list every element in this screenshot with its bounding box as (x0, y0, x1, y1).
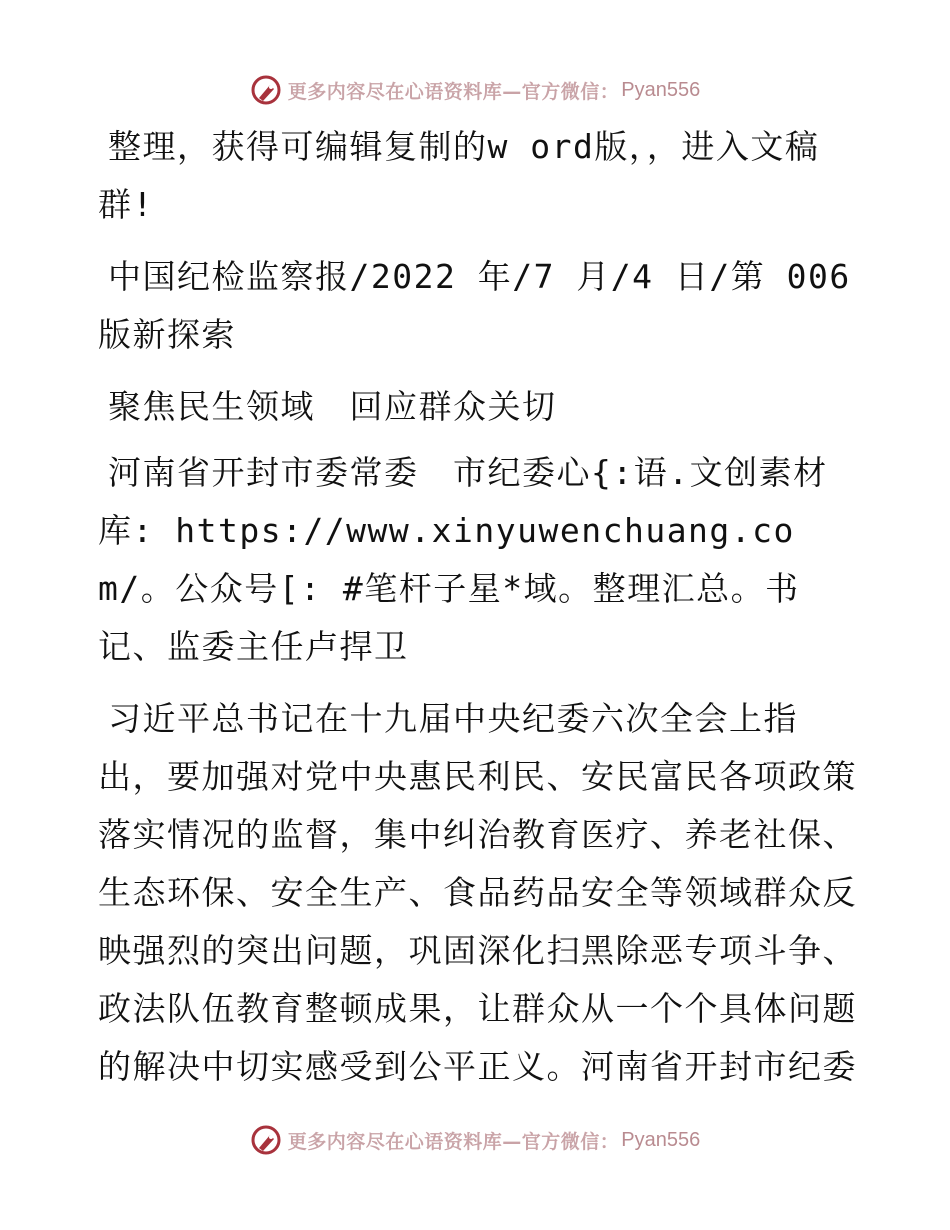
paragraph-headline: 聚焦民生领域 回应群众关切 (108, 387, 557, 426)
paragraph-author: 河南省开封市委常委 市纪委心{:语.文创素材库: https://www.xinyuwenchuang.com/。公众号[: #笔杆子星*域。整理汇总。书记、监委主任卢捍卫 (98, 453, 828, 666)
paragraph-source: 中国纪检监察报/2022 年/7 月/4 日/第 006 版新探索 (98, 257, 851, 354)
watermark-text: 更多内容尽在心语资料库—官方微信： (287, 1130, 620, 1153)
paragraph-body: 习近平总书记在十九届中央纪委六次全会上指出，要加强对党中央惠民利民、安民富民各项政策落实情况的监督，集中纠治教育医疗、养老社保、生态环保、安全生产、食品药品安全等领域群众反映强烈的突出问题，巩固深化扫黑除恶专项斗争、政法队伍教育整顿成果，让群众从一个个具体问题的解决中切实感受到公平正义。河南省开封市纪委 (98, 699, 857, 1086)
header-watermark (0, 70, 950, 110)
paragraph-intro: 整理，获得可编辑复制的w ord版，，进入文稿群! (98, 127, 820, 224)
article-body (98, 118, 858, 1110)
watermark-text: 更多内容尽在心语资料库—官方微信： (287, 80, 620, 103)
footer-watermark (0, 1120, 950, 1160)
wechat-id: Pyan556 (621, 78, 701, 101)
pen-nib-logo-icon (250, 74, 282, 106)
wechat-id: Pyan556 (621, 1128, 701, 1151)
pen-nib-logo-icon (250, 1124, 282, 1156)
